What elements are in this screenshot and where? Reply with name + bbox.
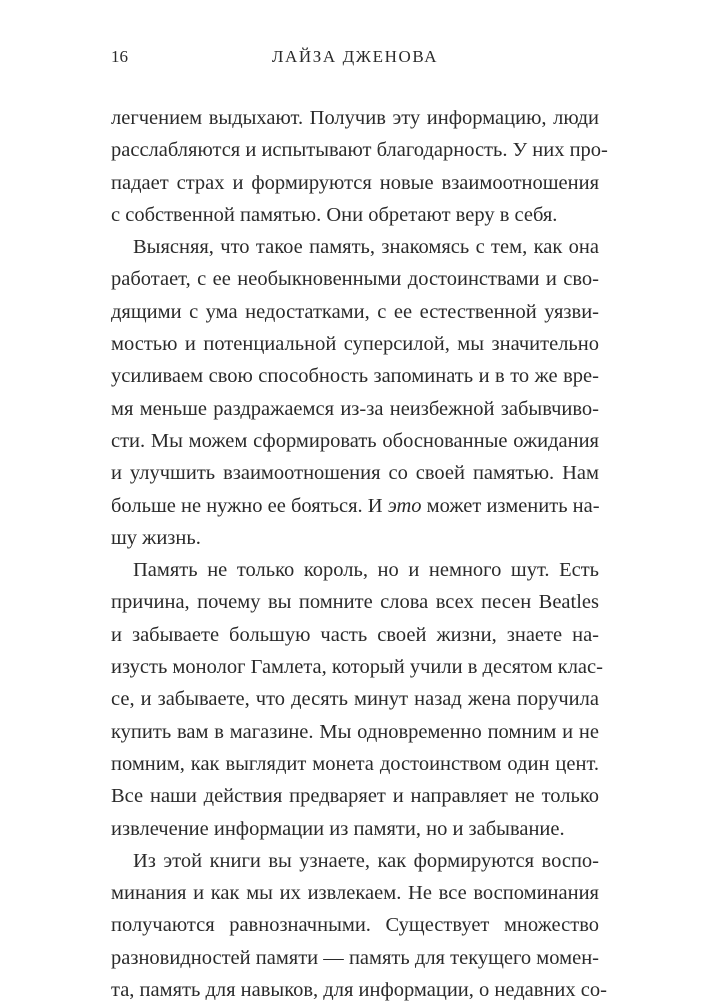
text-line: мя меньше раздражаемся из-за неизбежной забывчиво- [111,397,599,420]
text-line: легчением выдыхают. Получив эту информацию, люди [111,107,599,129]
text-line: с собственной памятью. Они обретают веру в себя. [111,203,558,226]
text-line: шу жизнь. [111,526,201,549]
text-line: се, и забываете, что десять минут назад жена поручила [111,688,599,711]
paragraph [111,231,599,554]
running-title: ЛАЙЗА ДЖЕНОВА [271,47,439,66]
text-run: больше не нужно ее бояться. И [111,494,388,517]
text-line: разновидностей памяти — память для текущего момен- [111,946,599,969]
text-line: получаются равнозначными. Существует множество [111,914,599,937]
text-line: изусть монолог Гамлета, который учили в десятом клас- [111,656,603,679]
text-line [111,490,599,522]
text-line: извлечение информации из памяти, но и забывание. [111,817,565,840]
text-line: мостью и потенциальной суперсилой, мы значительно [111,333,599,356]
body-text [111,102,608,1006]
paragraph [111,554,603,845]
text-line: помним, как выглядит монета достоинством один цент. [111,752,599,775]
text-run: может изменить на- [421,494,600,517]
text-line: усиливаем свою способность запоминать и в то же вре- [111,365,599,388]
page-number: 16 [111,47,128,66]
paragraph [111,845,607,1006]
text-line: работает, с ее необыкновенными достоинствами и сво- [111,268,599,291]
text-line: Из этой книги вы узнаете, как формируются воспо- [133,849,599,872]
running-head [111,44,599,70]
text-line: причина, почему вы помните слова всех песен Beatles [111,591,599,614]
emphasis-text: это [387,494,422,517]
paragraph [111,102,608,231]
text-line: сти. Мы можем сформировать обоснованные ожидания [111,429,599,452]
text-line: Выясняя, что такое память, знакомясь с тем, как она [133,236,599,259]
text-line: и улучшить взаимоотношения со своей памятью. Нам [111,462,599,485]
text-line: та, память для навыков, для информации, о недавних со- [111,979,607,1002]
text-line: дящими с ума недостатками, с ее естественной уязви- [111,300,599,323]
text-line: падает страх и формируются новые взаимоотношения [111,171,599,194]
text-line: купить вам в магазине. Мы одновременно помним и не [111,720,599,743]
text-line: минания и как мы их извлекаем. Не все воспоминания [111,882,599,905]
text-line: Память не только король, но и немного шут. Есть [133,559,599,582]
text-line: Все наши действия предваряет и направляет не только [111,785,599,808]
text-line: и забываете большую часть своей жизни, знаете на- [111,623,599,646]
text-line: расслабляются и испытывают благодарность. У них про- [111,139,608,162]
